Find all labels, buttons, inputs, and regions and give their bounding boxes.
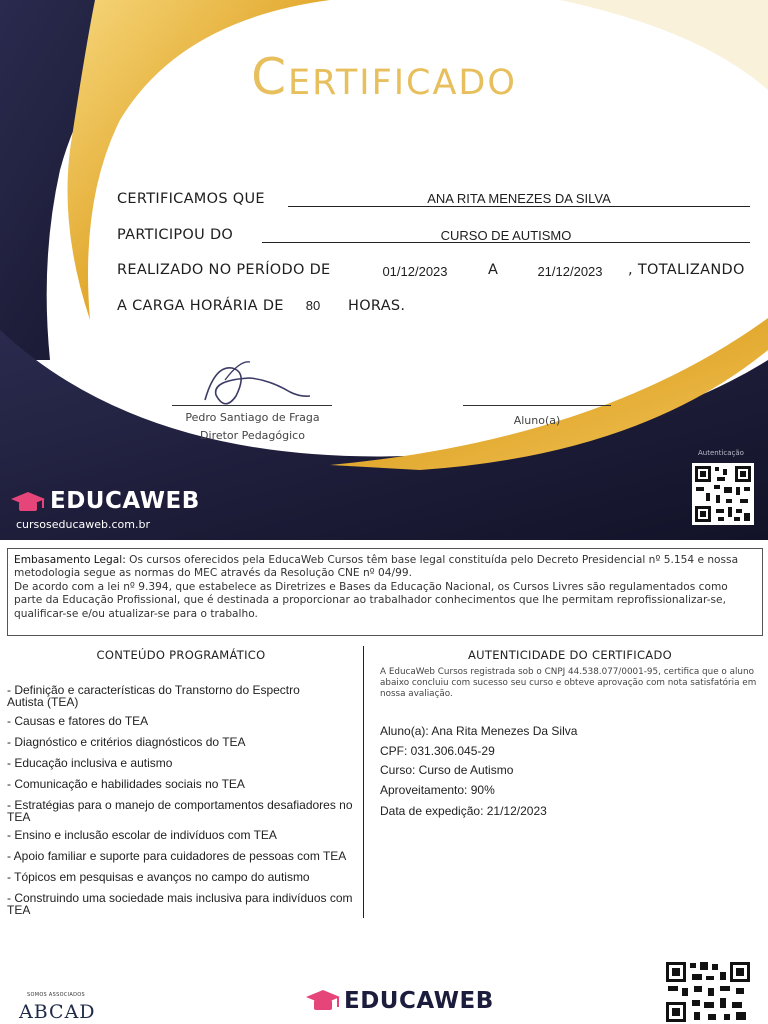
program-title: CONTEÚDO PROGRAMÁTICO xyxy=(96,648,266,662)
list-item: - Tópicos em pesquisas e avanços no campo do autismo xyxy=(7,870,310,884)
legal-text-1: Os cursos oferecidos pela EducaWeb Cursos têm base legal constituída pelo Decreto Presidencial nº 5.154 e nossa metodologia segue as normas do MEC através da Resolução CNE nº 04/99. xyxy=(14,554,739,580)
legal-paragraph-1 xyxy=(14,554,756,581)
authenticity-title: AUTENTICIDADE DO CERTIFICADO xyxy=(468,648,672,662)
totaling-label: , TOTALIZANDO xyxy=(628,262,745,278)
auth-cpf: CPF: 031.306.045-29 xyxy=(380,744,495,758)
auth-student: Aluno(a): Ana Rita Menezes Da Silva xyxy=(380,724,578,738)
hours-label: HORAS. xyxy=(348,298,406,314)
date-connector: A xyxy=(488,262,499,278)
list-item: - Apoio familiar e suporte para cuidadores de pessoas com TEA xyxy=(7,849,347,863)
director-name: Pedro Santiago de Fraga xyxy=(185,411,320,424)
director-signature-line xyxy=(172,405,332,406)
list-item: - Construindo uma sociedade mais inclusiva para indivíduos com TEA xyxy=(7,891,353,917)
director-role: Diretor Pedagógico xyxy=(200,429,305,442)
student-sign-label: Aluno(a) xyxy=(513,414,561,427)
period-label: REALIZADO NO PERÍODO DE xyxy=(117,262,331,278)
legal-text-2: De acordo com a lei nº 9.394, que estabelece as Diretrizes e Bases da Educação Nacional, os Cursos Livres são regulamentados como parte da Educação Profissional, que é destinada a proporcionar ao trabalhador conhecimentos que lhe permitam reprofissionalizar-se, qualificar-se e/ou atualizar-se para o trabalho. xyxy=(14,580,728,620)
footer-graduation-cap-icon xyxy=(304,989,344,1015)
student-name-line xyxy=(288,206,750,207)
workload-label: A CARGA HORÁRIA DE xyxy=(117,298,284,314)
list-item: - Comunicação e habilidades sociais no TEA xyxy=(7,777,245,791)
footer-brand-text: EDUCAWEB xyxy=(344,988,494,1014)
partner-logo: ABCAD xyxy=(19,1001,96,1023)
participated-label: PARTICIPOU DO xyxy=(117,227,234,243)
legal-basis-box xyxy=(7,548,763,636)
list-item: - Definição e características do Transtorno do Espectro Autista (TEA) xyxy=(7,683,300,709)
list-item: - Causas e fatores do TEA xyxy=(7,714,149,728)
legal-heading: Embasamento Legal: xyxy=(14,554,126,566)
hours-value: 80 xyxy=(305,298,321,313)
list-item: - Educação inclusiva e autismo xyxy=(7,756,173,770)
partner-small-text: SOMOS ASSOCIADOS xyxy=(27,992,85,998)
list-item: - Estratégias para o manejo de comportamentos desafiadores no TEA xyxy=(7,798,353,824)
auth-course: Curso: Curso de Autismo xyxy=(380,763,514,777)
authenticity-statement: A EducaWeb Cursos registrada sob o CNPJ 44.538.077/0001-95, certifica que o aluno abaixo concluiu com sucesso seu curso e obteve aprovação com nota satisfatória em nossa avaliação. xyxy=(380,667,757,699)
brand-logo-text: EDUCAWEB xyxy=(50,488,200,514)
end-date: 21/12/2023 xyxy=(537,264,603,279)
footer-qr-code-icon[interactable] xyxy=(664,960,752,1024)
auth-issue-date: Data de expedição: 21/12/2023 xyxy=(380,804,547,818)
student-signature-line xyxy=(463,405,611,406)
column-divider xyxy=(363,646,364,918)
auth-label: Autenticação xyxy=(698,449,744,457)
student-name: ANA RITA MENEZES DA SILVA xyxy=(427,191,611,206)
certificate-title: Certificado xyxy=(251,48,517,106)
start-date: 01/12/2023 xyxy=(382,264,448,279)
list-item: - Ensino e inclusão escolar de indivíduos com TEA xyxy=(7,828,277,842)
certify-label: CERTIFICAMOS QUE xyxy=(117,191,265,207)
list-item: - Diagnóstico e critérios diagnósticos do TEA xyxy=(7,735,246,749)
auth-performance: Aproveitamento: 90% xyxy=(380,783,495,797)
course-name: CURSO DE AUTISMO xyxy=(440,228,572,243)
qr-code-icon[interactable] xyxy=(692,463,754,525)
brand-url: cursoseducaweb.com.br xyxy=(16,518,150,531)
